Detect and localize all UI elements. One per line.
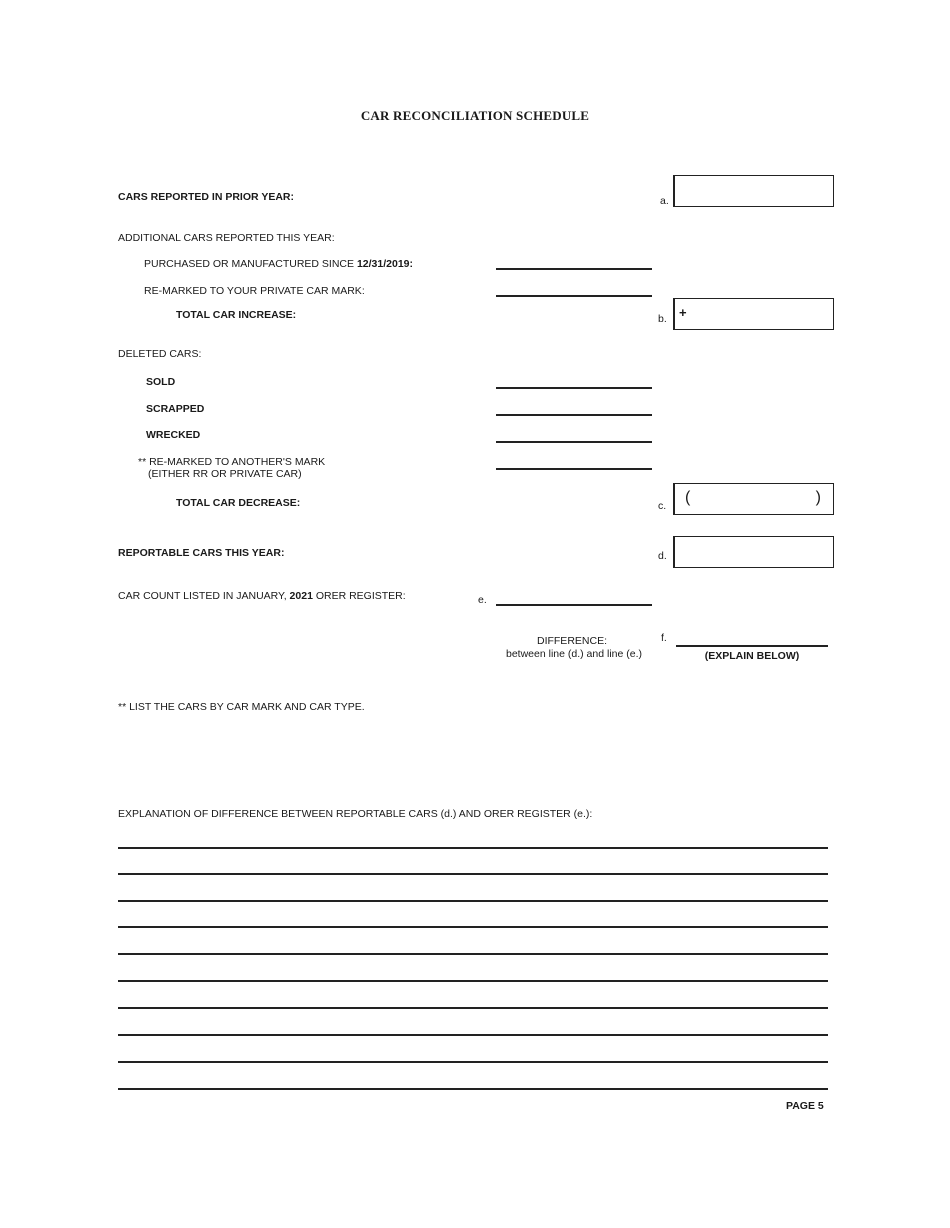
register-field[interactable] [496, 604, 652, 606]
sold-field[interactable] [496, 387, 652, 389]
difference-label: DIFFERENCE: [536, 635, 607, 647]
line-a-letter: a. [660, 195, 669, 207]
purchased-field[interactable] [496, 268, 652, 270]
explanation-line[interactable] [118, 980, 828, 982]
explain-below-label: (EXPLAIN BELOW) [704, 650, 800, 662]
explanation-line[interactable] [118, 1088, 828, 1090]
line-f-letter: f. [661, 632, 667, 644]
footnote: ** LIST THE CARS BY CAR MARK AND CAR TYPE. [118, 701, 365, 713]
remarked-another-field[interactable] [496, 468, 652, 470]
purchased-prefix: PURCHASED OR MANUFACTURED SINCE [144, 258, 357, 270]
remarked-private-field[interactable] [496, 295, 652, 297]
difference-sublabel: between line (d.) and line (e.) [506, 648, 642, 660]
wrecked-label: WRECKED [146, 429, 201, 441]
page-title: CAR RECONCILIATION SCHEDULE [360, 108, 590, 123]
explanation-line[interactable] [118, 926, 828, 928]
additional-heading: ADDITIONAL CARS REPORTED THIS YEAR: [118, 232, 335, 244]
remarked-private-label: RE-MARKED TO YOUR PRIVATE CAR MARK: [144, 285, 365, 297]
total-increase-field[interactable] [673, 298, 834, 330]
remarked-another-label: ** RE-MARKED TO ANOTHER'S MARK [138, 456, 326, 468]
explanation-line[interactable] [118, 953, 828, 955]
purchased-label [144, 258, 413, 270]
scrapped-label: SCRAPPED [146, 403, 205, 415]
total-decrease-label: TOTAL CAR DECREASE: [176, 497, 301, 509]
plus-sign: + [679, 305, 687, 320]
register-label-suffix: ORER REGISTER: [312, 590, 406, 602]
explanation-line[interactable] [118, 847, 828, 849]
explanation-line[interactable] [118, 1007, 828, 1009]
register-year: 2021 [289, 590, 313, 602]
explanation-line[interactable] [118, 1061, 828, 1063]
explanation-heading: EXPLANATION OF DIFFERENCE BETWEEN REPORTABLE CARS (d.) AND ORER REGISTER (e.): [118, 808, 593, 820]
scrapped-field[interactable] [496, 414, 652, 416]
total-increase-label: TOTAL CAR INCREASE: [176, 309, 297, 321]
total-decrease-field[interactable] [673, 483, 834, 515]
deleted-heading: DELETED CARS: [118, 348, 202, 360]
register-label-prefix: CAR COUNT LISTED IN JANUARY, [118, 590, 290, 602]
reportable-label: REPORTABLE CARS THIS YEAR: [118, 547, 285, 559]
wrecked-field[interactable] [496, 441, 652, 443]
explanation-line[interactable] [118, 873, 828, 875]
prior-year-field[interactable] [673, 175, 834, 207]
remarked-another-sublabel: (EITHER RR OR PRIVATE CAR) [148, 468, 302, 480]
page-number: PAGE 5 [786, 1100, 824, 1112]
line-e-letter: e. [478, 594, 487, 606]
line-b-letter: b. [658, 313, 667, 325]
explanation-line[interactable] [118, 900, 828, 902]
prior-year-label: CARS REPORTED IN PRIOR YEAR: [118, 191, 294, 203]
difference-field[interactable] [676, 645, 828, 647]
register-label [118, 590, 406, 602]
open-paren: ( [685, 489, 691, 506]
reportable-field[interactable] [673, 536, 834, 568]
close-paren: ) [815, 489, 821, 506]
sold-label: SOLD [146, 376, 176, 388]
line-c-letter: c. [658, 500, 667, 512]
purchased-date: 12/31/2019: [356, 258, 414, 270]
explanation-line[interactable] [118, 1034, 828, 1036]
line-d-letter: d. [658, 550, 667, 562]
